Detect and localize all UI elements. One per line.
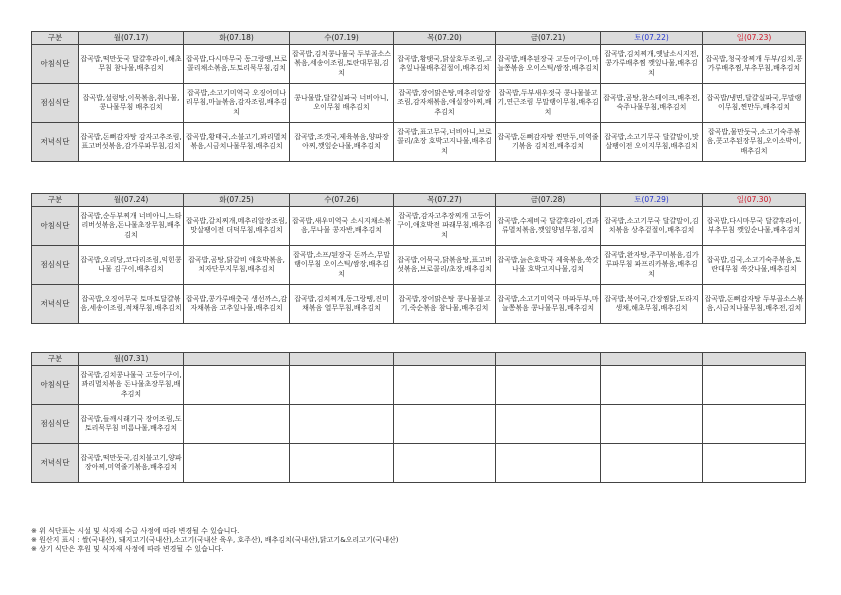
meal-cell: 잡곡밥,장어맑은탕 콩나물불고기,죽순볶음 참나물,배추김치 <box>394 285 496 324</box>
empty-cell <box>290 366 394 405</box>
meal-cell: 잡곡밥,황탯국,닭살호두조림,고추잎나물배추겉절이,배추김치 <box>394 45 496 84</box>
empty-cell <box>601 405 703 444</box>
meal-cell: 잡곡밥,설렁탕,이묵볶음,취나물,콩나물무침 배추김치 <box>79 84 184 123</box>
empty-header <box>601 353 703 366</box>
meal-cell: 잡곡밥,곰탕,참스테이크,배추전,숙주나물무침,배추김치 <box>601 84 703 123</box>
meal-cell: 잡곡밥,곰탕,닭갈비 애호박볶음,치자단무지무침,배추김치 <box>184 246 290 285</box>
header-row <box>32 353 806 366</box>
dinner-label: 저녁식단 <box>32 123 79 162</box>
empty-header <box>184 353 290 366</box>
week1-menu-table <box>31 31 806 162</box>
empty-cell <box>496 366 601 405</box>
empty-cell <box>703 405 806 444</box>
meal-cell: 잡곡밥,순두부찌개 너비아니,느타리버섯볶음,돈나물초장무침,배추김치 <box>79 207 184 246</box>
dinner-row <box>32 285 806 324</box>
saturday-header: 토(07.22) <box>601 32 703 45</box>
meal-cell: 잡곡밥/냉면,달걀실파국,무말랭이무침,찐만두,배추김치 <box>703 84 806 123</box>
meal-cell: 잡곡밥,다시마무국 달걀후라이,부추무침 깻잎순나물,배추김치 <box>703 207 806 246</box>
meal-cell: 잡곡밥,김치콩나물국 고등어구이,꽈리멸치볶음 돈나물초장무침,배추김치 <box>79 366 184 405</box>
sunday-header: 일(07.23) <box>703 32 806 45</box>
day-header: 월(07.24) <box>79 194 184 207</box>
lunch-label: 점심식단 <box>32 246 79 285</box>
meal-cell: 잡곡밥,소고기미역국 마파두부,마늘쫑볶음 콩나물무침,배추김치 <box>496 285 601 324</box>
empty-cell <box>601 444 703 483</box>
meal-cell: 잡곡밥,콩가루배춧국 생선까스,감자채볶음 고추잎나물,배추김치 <box>184 285 290 324</box>
week2-menu-table <box>31 193 806 324</box>
meal-cell: 잡곡밥,늙은호박국 제육볶음,쑥갓나물 호박고지나물,김치 <box>496 246 601 285</box>
empty-cell <box>184 444 290 483</box>
meal-cell: 잡곡밥,들깨시래기국 장어조림,도토리묵무침 비름나물,배추김치 <box>79 405 184 444</box>
day-header: 목(07.27) <box>394 194 496 207</box>
footnote: ※ 원산지 표시 : 쌀(국내산), 돼지고기(국내산),소고기(국내산 육우, 호주산), 배추김치(국내산),닭고기&오리고기(국내산) <box>31 536 399 544</box>
sunday-header: 일(07.30) <box>703 194 806 207</box>
meal-cell: 잡곡밥,새우미역국 소시지채소볶음,무나물 콩자반,배추김치 <box>290 207 394 246</box>
breakfast-label: 아침식단 <box>32 207 79 246</box>
meal-cell: 잡곡밥,소고기무국 달걀말이,김치볶음 상추겉절이,배추김치 <box>601 207 703 246</box>
day-header: 금(07.21) <box>496 32 601 45</box>
lunch-label: 점심식단 <box>32 84 79 123</box>
breakfast-row <box>32 207 806 246</box>
meal-cell: 잡곡밥,떡만둣국 달걀후라이,해초무침 참나물,배추김치 <box>79 45 184 84</box>
lunch-row <box>32 246 806 285</box>
dinner-row <box>32 444 806 483</box>
meal-cell: 잡곡밥,감자고추장찌개 고등어구이,애호박전 파래무침,배추김치 <box>394 207 496 246</box>
meal-cell: 잡곡밥,배추된장국 고등어구이,마늘쫑볶음 오이스틱/쌈장,배추김치 <box>496 45 601 84</box>
day-header: 금(07.28) <box>496 194 601 207</box>
footnote: ※ 위 식단표는 시설 및 식자재 수급 사정에 따라 변경될 수 있습니다. <box>31 527 240 535</box>
empty-cell <box>394 366 496 405</box>
saturday-header: 토(07.29) <box>601 194 703 207</box>
day-header: 화(07.18) <box>184 32 290 45</box>
day-header: 수(07.19) <box>290 32 394 45</box>
header-row <box>32 32 806 45</box>
week3-menu-table <box>31 352 806 483</box>
meal-cell: 잡곡밥,김치찌개,동그랑땡,진미채볶음 열무무침,배추김치 <box>290 285 394 324</box>
empty-cell <box>703 366 806 405</box>
meal-cell: 잡곡밥,수제비국 달걀후라이,견과류멸치볶음,깻잎양념무침,김치 <box>496 207 601 246</box>
empty-cell <box>496 444 601 483</box>
breakfast-label: 아침식단 <box>32 366 79 405</box>
meal-cell: 잡곡밥,완자탕,주꾸미볶음,김가루파무침 파프리카볶음,배추김치 <box>601 246 703 285</box>
category-header: 구분 <box>32 353 79 366</box>
empty-cell <box>601 366 703 405</box>
breakfast-row <box>32 45 806 84</box>
category-header: 구분 <box>32 32 79 45</box>
meal-cell: 잡곡밥,돈뼈감자탕 두부골소스볶음,시금치나물무침,배추전,김치 <box>703 285 806 324</box>
meal-cell: 잡곡밥,청국장찌개 두부/김치,콩가루배추찜,부추무침,배추김치 <box>703 45 806 84</box>
empty-cell <box>184 366 290 405</box>
dinner-row <box>32 123 806 162</box>
empty-cell <box>496 405 601 444</box>
day-header: 월(07.31) <box>79 353 184 366</box>
empty-cell <box>290 444 394 483</box>
footnote: ※ 상기 식단은 후원 및 식자재 사정에 따라 변경될 수 있습니다. <box>31 545 224 553</box>
meal-cell: 잡곡밥,북어국,간장찜닭,도라지생채,해초무침,배추김치 <box>601 285 703 324</box>
dinner-label: 저녁식단 <box>32 285 79 324</box>
breakfast-label: 아침식단 <box>32 45 79 84</box>
meal-cell: 잡곡밥,오징어무국 토마토달걀볶음,세송이조림,적채무침,배추김치 <box>79 285 184 324</box>
meal-cell: 잡곡밥,표고무국,너비아니,브로콜리/초장 호박고지나물,배추김치 <box>394 123 496 162</box>
meal-cell: 잡곡밥,조갯국,제육볶음,양파장아찌,깻잎순나물,배추김치 <box>290 123 394 162</box>
lunch-label: 점심식단 <box>32 405 79 444</box>
meal-cell: 잡곡밥,떡만둣국,김치불고기,양파장아찌,미역줄기볶음,배추김치 <box>79 444 184 483</box>
empty-cell <box>703 444 806 483</box>
meal-cell: 잡곡밥,어묵국,닭볶음탕,표고버섯볶음,브로콜리/초장,배추김치 <box>394 246 496 285</box>
breakfast-row <box>32 366 806 405</box>
meal-cell: 잡곡밥,황태국,소불고기,꽈리멸치볶음,시금치나물무침,배추김치 <box>184 123 290 162</box>
meal-cell: 잡곡밥,두부새우젓국 콩나물불고기,연근조림 무말랭이무침,배추김치 <box>496 84 601 123</box>
meal-cell: 잡곡밥,다시마무국 동그랑땡,브로콜리채소볶음,도토리묵무침,김치 <box>184 45 290 84</box>
day-header: 목(07.20) <box>394 32 496 45</box>
day-header: 수(07.26) <box>290 194 394 207</box>
dinner-label: 저녁식단 <box>32 444 79 483</box>
empty-header <box>394 353 496 366</box>
meal-cell: 잡곡밥,갈치찌개,메추리알장조림,맛살팽이전 더덕무침,배추김치 <box>184 207 290 246</box>
meal-cell: 잡곡밥,소고기무국 달걀말이,맛살팽이전 오이지무침,배추김치 <box>601 123 703 162</box>
meal-cell: 잡곡밥,물만둣국,소고기숙주볶음,콧고추된장무침,오이소박이,배추김치 <box>703 123 806 162</box>
meal-cell: 잡곡밥,장어맑은탕,메추리알장조림,감자채볶음,애실장아찌,배추김치 <box>394 84 496 123</box>
meal-cell: 잡곡밥,김치콩나물국 두부골소스볶음,세송이조림,토란대무침,김치 <box>290 45 394 84</box>
meal-cell: 잡곡밥,김치찌개,옛날소시지전,콩가루배추찜 깻잎나물,배추김치 <box>601 45 703 84</box>
empty-cell <box>394 405 496 444</box>
meal-cell: 잡곡밥,소고기미역국 오징어미나리무침,마늘볶음,감자조림,배추김치 <box>184 84 290 123</box>
day-header: 화(07.25) <box>184 194 290 207</box>
meal-cell: 잡곡밥,오리당,코다리조림,익힌콩나물 김구이,배추김치 <box>79 246 184 285</box>
meal-cell: 잡곡밥,소프/된장국 돈까스,무말랭이무침 오이스틱/쌈장,배추김치 <box>290 246 394 285</box>
category-header: 구분 <box>32 194 79 207</box>
empty-cell <box>184 405 290 444</box>
meal-cell: 잡곡밥,돈뼈감자탕 찐만두,미역줄기볶음 김치전,배추김치 <box>496 123 601 162</box>
empty-cell <box>394 444 496 483</box>
empty-header <box>290 353 394 366</box>
empty-cell <box>290 405 394 444</box>
empty-header <box>703 353 806 366</box>
meal-cell: 콩나물밥,달걀실파국 너비아니,오이무침 배추김치 <box>290 84 394 123</box>
header-row <box>32 194 806 207</box>
empty-header <box>496 353 601 366</box>
footnotes <box>31 527 398 554</box>
day-header: 월(07.17) <box>79 32 184 45</box>
lunch-row <box>32 405 806 444</box>
meal-cell: 잡곡밥,돈뼈감자탕 감자고추조림,표고버섯볶음,감가루파무침,김치 <box>79 123 184 162</box>
meal-cell: 잡곡밥,김국,소고기숙주볶음,토란대무침 쑥갓나물,배추김치 <box>703 246 806 285</box>
lunch-row <box>32 84 806 123</box>
